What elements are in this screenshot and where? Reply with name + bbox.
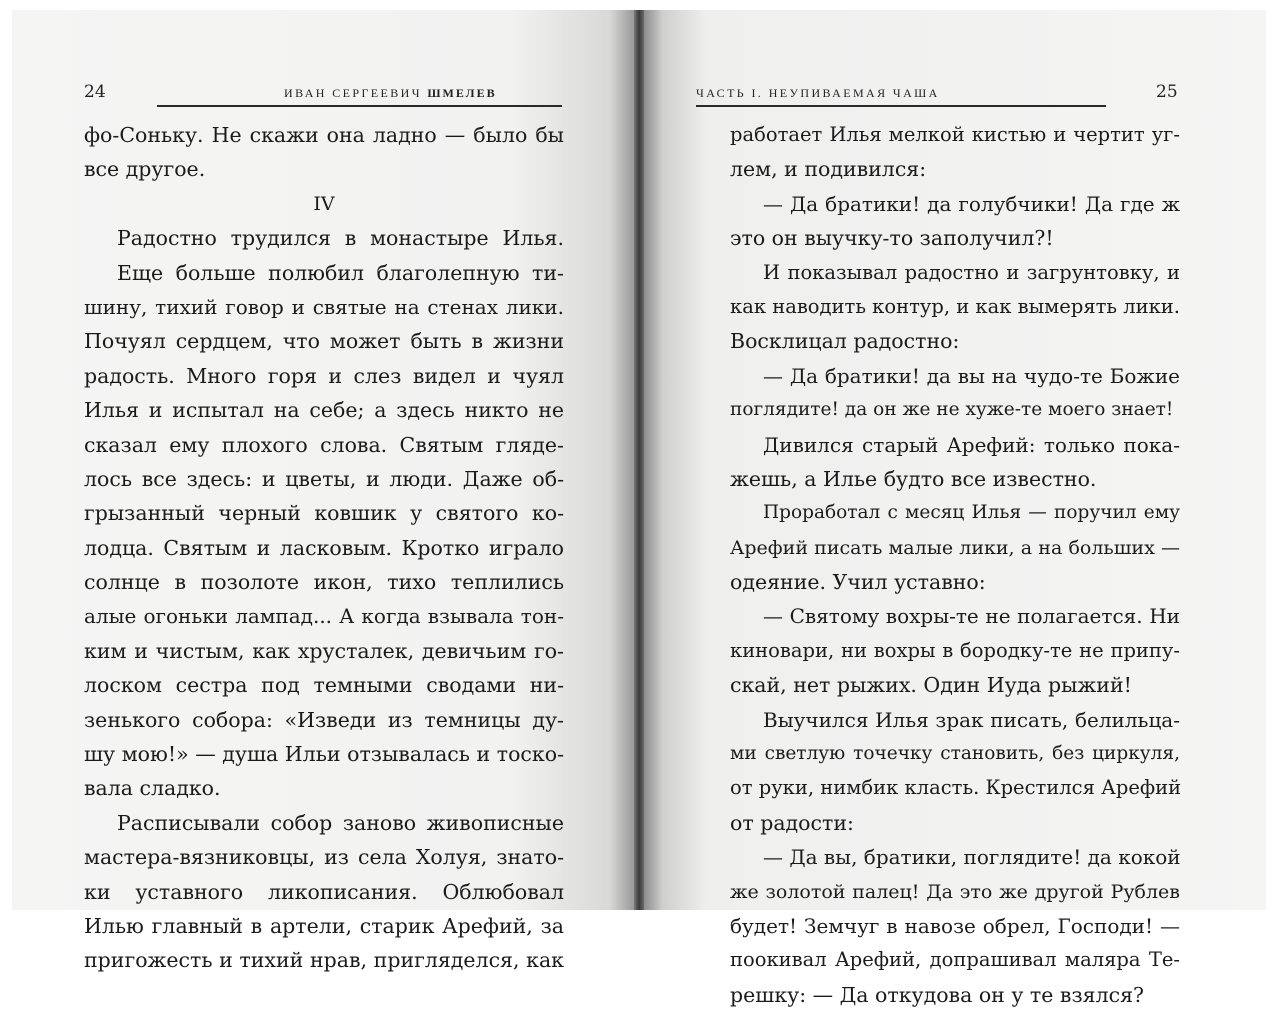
text-line: ми светлую точечку становить, без циркуля, bbox=[730, 743, 1180, 765]
text-line: Почуял сердцем, что может быть в жизни bbox=[84, 329, 564, 354]
left-page-number: 24 bbox=[84, 82, 106, 102]
text-line: радость. Много горя и слез видел и чуял bbox=[84, 363, 564, 388]
text-line: жешь, а Илье будто все известно. bbox=[730, 466, 1097, 491]
text-line: поглядите! да он же не хуже-те моего знает! bbox=[730, 399, 1174, 421]
text-line: Арефий писать малые лики, а на больших — bbox=[730, 536, 1180, 559]
text-line: от радости: bbox=[730, 810, 854, 835]
text-line: фо-Соньку. Не скажи она ладно — было бы bbox=[84, 123, 564, 147]
left-text-column bbox=[84, 118, 564, 978]
chapter-heading: IV bbox=[313, 192, 335, 215]
text-line: одеяние. Учил уставно: bbox=[730, 570, 986, 595]
right-header-rule bbox=[696, 105, 1106, 107]
text-line: зенького собора: «Изведи из темницы ду- bbox=[84, 707, 564, 732]
text-line: — Да братики! да вы на чудо-те Божие bbox=[763, 363, 1180, 388]
text-line: киновари, ни вохры в бородку-те не припу- bbox=[730, 638, 1180, 662]
left-running-head bbox=[284, 86, 497, 101]
text-line: Илью главный в артели, старик Арефий, за bbox=[84, 913, 564, 938]
text-line: лось все здесь: и цветы, и люди. Даже об- bbox=[84, 466, 564, 491]
text-line: ким и чистым, как хрусталек, девичьим го- bbox=[84, 638, 564, 663]
text-line: от руки, нимбик класть. Крестился Арефий bbox=[730, 776, 1182, 800]
text-line: алые огоньки лампад... А когда взывала тон- bbox=[84, 604, 564, 629]
text-line: — Да вы, братики, поглядите! да кокой bbox=[763, 845, 1181, 870]
text-line: шу мою!» — душа Ильи отзывалась и тоско- bbox=[84, 742, 564, 767]
right-text-column bbox=[730, 118, 1180, 1012]
text-line: Выучился Илья зрак писать, белильца- bbox=[763, 707, 1180, 732]
text-line: солнце в позолоте икон, тихо теплились bbox=[84, 570, 564, 595]
running-head-author: ИВАН СЕРГЕЕВИЧ bbox=[284, 86, 422, 100]
right-page bbox=[644, 10, 1266, 1007]
text-line: Восклицал радостно: bbox=[730, 329, 960, 354]
text-line: Радостно трудился в монастыре Илья. bbox=[117, 226, 564, 251]
text-line: шину, тихий говор и святые на стенах лики. bbox=[84, 294, 564, 319]
text-line: же золотой палец! Да это же другой Рублев bbox=[730, 880, 1180, 903]
text-line: это он выучку-то заполучил?! bbox=[730, 226, 1054, 251]
text-line: Еще больше полюбил благолепную ти- bbox=[117, 260, 564, 285]
text-line: Расписывали собор заново живописные bbox=[117, 810, 564, 835]
text-line: вала сладко. bbox=[84, 776, 221, 801]
text-line: И показывал радостно и загрунтовку, и bbox=[763, 260, 1180, 284]
text-line: — Святому вохры-те не полагается. Ни bbox=[763, 604, 1180, 629]
text-line: Проработал с месяц Илья — поручил ему bbox=[763, 502, 1180, 524]
text-line: ки уставного ликописания. Облюбовал bbox=[84, 879, 564, 904]
text-line: работает Илья мелкой кистью и чертит уг- bbox=[730, 123, 1180, 146]
text-line: лоском сестра под темными сводами ни- bbox=[84, 673, 564, 698]
text-line: скай, нет рыжих. Один Иуда рыжий! bbox=[730, 673, 1132, 698]
text-line: лем, и подивился: bbox=[730, 157, 927, 182]
text-line: пригожесть и тихий нрав, пригляделся, как bbox=[84, 948, 564, 973]
running-head-surname: ШМЕЛЕВ bbox=[427, 86, 497, 100]
text-line: будет! Земчуг в навозе обрел, Господи! — bbox=[730, 913, 1180, 938]
text-line: сказал ему плохого слова. Святым гляде- bbox=[84, 432, 564, 457]
text-line: все другое. bbox=[84, 157, 206, 182]
text-line: поокивал Арефий, допрашивал маляра Те- bbox=[730, 948, 1180, 972]
text-line: Дивился старый Арефий: только пока- bbox=[763, 432, 1180, 457]
text-line: лодца. Святым и ласковым. Кротко играло bbox=[84, 535, 564, 560]
book-gutter bbox=[634, 10, 644, 910]
left-header-rule bbox=[157, 105, 562, 107]
text-line: мастера-вязниковцы, из села Холуя, знато- bbox=[84, 845, 564, 870]
text-line: как наводить контур, и как вымерять лики. bbox=[730, 294, 1180, 318]
text-line: — Да братики! да голубчики! Да где ж bbox=[763, 191, 1180, 216]
left-page bbox=[12, 10, 634, 973]
text-line: грызанный черный ковшик у святого ко- bbox=[84, 501, 564, 526]
text-line: Илья и испытал на себе; а здесь никто не bbox=[84, 398, 564, 423]
text-line: решку: — Да откудова он у те взялся? bbox=[730, 982, 1145, 1007]
right-page-number: 25 bbox=[1156, 82, 1178, 102]
right-running-head: ЧАСТЬ I. НЕУПИВАЕМАЯ ЧАША bbox=[696, 86, 940, 100]
